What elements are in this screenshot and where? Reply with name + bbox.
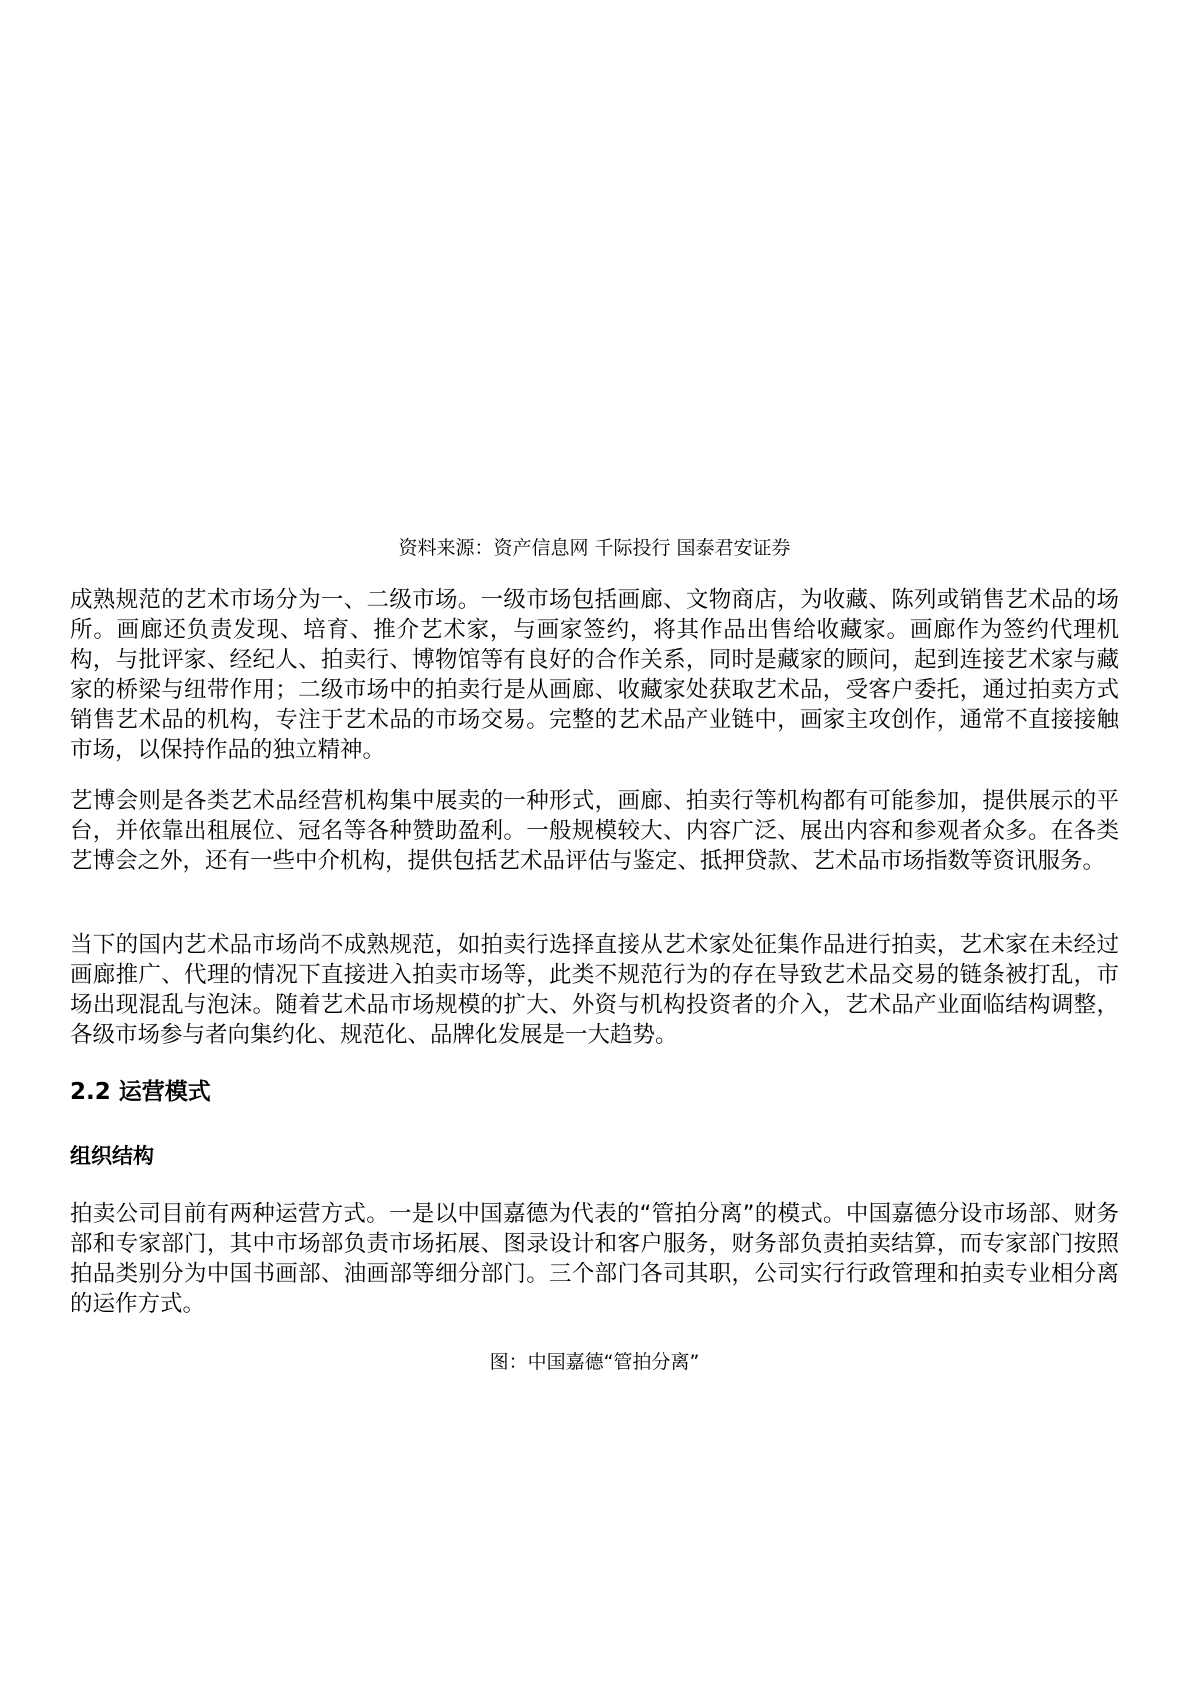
figure-caption: 图：中国嘉德“管拍分离” (489, 1351, 700, 1373)
paragraph-art-fair: 艺博会则是各类艺术品经营机构集中展卖的一种形式，画廊、拍卖行等机构都有可能参加，提供展示的平台，并依靠出租展位、冠名等各种赞助盈利。一般规模较大、内容广泛、展出内容和参观者众多。在各类艺博会之外，还有一些中介机构，提供包括艺术品评估与鉴定、抵押贷款、艺术品市场指数等资讯服务。 (70, 788, 1119, 874)
org-section (70, 1199, 1119, 1319)
subheading-wrap (70, 1142, 1119, 1170)
paragraph-domestic-market: 当下的国内艺术品市场尚不成熟规范，如拍卖行选择直接从艺术家处征集作品进行拍卖，艺术家在未经过画廊推广、代理的情况下直接进入拍卖市场等，此类不规范行为的存在导致艺术品交易的链条被打乱，市场出现混乱与泡沫。随着艺术品市场规模的扩大、外资与机构投资者的介入，艺术品产业面临结构调整，各级市场参与者向集约化、规范化、品牌化发展是一大趋势。 (70, 932, 1119, 1048)
subheading-org-structure: 组织结构 (70, 1144, 154, 1168)
figure-placeholder (70, 40, 1119, 520)
main-body (70, 585, 1119, 765)
source-caption: 资料来源：资产信息网 千际投行 国泰君安证券 (398, 537, 791, 559)
art-fair-section (70, 786, 1119, 876)
paragraph-market-structure: 成熟规范的艺术市场分为一、二级市场。一级市场包括画廊、文物商店，为收藏、陈列或销售艺术品的场所。画廊还负责发现、培育、推介艺术家，与画家签约，将其作品出售给收藏家。画廊作为签约代理机构，与批评家、经纪人、拍卖行、博物馆等有良好的合作关系，同时是藏家的顾问，起到连接艺术家与藏家的桥梁与纽带作用；二级市场中的拍卖行是从画廊、收藏家处获取艺术品，受客户委托，通过拍卖方式销售艺术品的机构，专注于艺术品的市场交易。完整的艺术品产业链中，画家主攻创作，通常不直接接触市场，以保持作品的独立精神。 (70, 587, 1119, 763)
section-heading: 2.2 运营模式 (70, 1079, 211, 1105)
paragraph-org-structure: 拍卖公司目前有两种运营方式。一是以中国嘉德为代表的“管拍分离”的模式。中国嘉德分设市场部、财务部和专家部门，其中市场部负责市场拓展、图录设计和客户服务，财务部负责拍卖结算，而专家部门按照拍品类别分为中国书画部、油画部等细分部门。三个部门各司其职，公司实行行政管理和拍卖专业相分离的运作方式。 (70, 1201, 1119, 1317)
domestic-market-section (70, 930, 1119, 1050)
section-heading-wrap (70, 1077, 1119, 1107)
